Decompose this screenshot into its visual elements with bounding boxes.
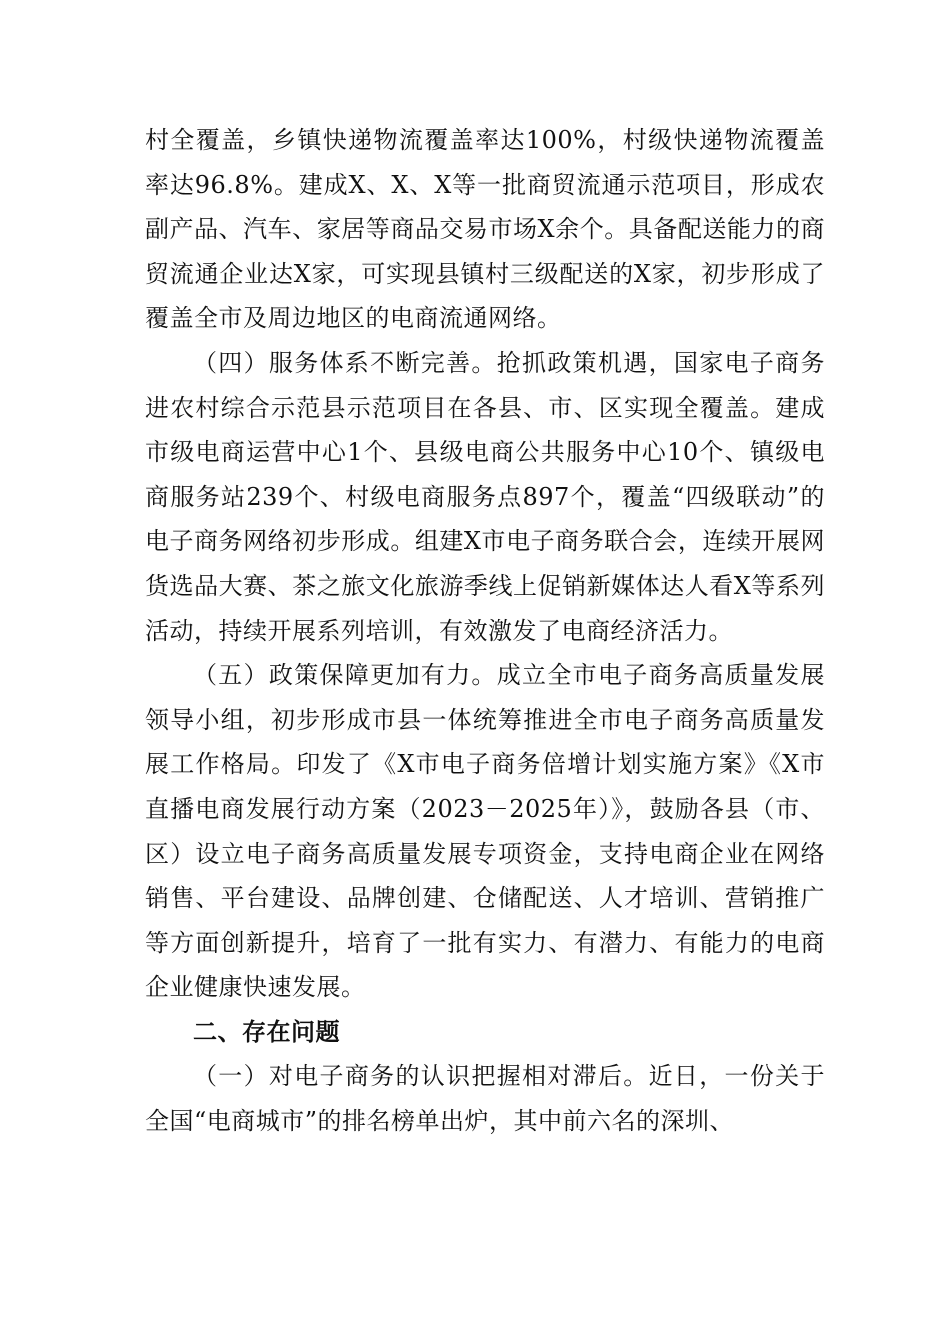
document-body (145, 118, 825, 1144)
paragraph-service-system: （四）服务体系不断完善。抢抓政策机遇，国家电子商务进农村综合示范县示范项目在各县、市、区实现全覆盖。建成市级电商运营中心1个、县级电商公共服务中心10个、镇级电商服务站239个、村级电商服务点897个，覆盖“四级联动”的电子商务网络初步形成。组建X市电子商务联合会，连续开展网货选品大赛、茶之旅文化旅游季线上促销新媒体达人看X等系列活动，持续开展系列培训，有效激发了电商经济活力。 (145, 348, 825, 645)
paragraph-policy-support: （五）政策保障更加有力。成立全市电子商务高质量发展领导小组，初步形成市县一体统筹推进全市电子商务高质量发展工作格局。印发了《X市电子商务倍增计划实施方案》《X市直播电商发展行动方案（2023－2025年）》，鼓励各县（市、区）设立电子商务高质量发展专项资金，支持电商企业在网络销售、平台建设、品牌创建、仓储配送、人才培训、营销推广等方面创新提升，培育了一批有实力、有潜力、有能力的电商企业健康快速发展。 (145, 661, 825, 1002)
paragraph-continuation: 村全覆盖，乡镇快递物流覆盖率达100%，村级快递物流覆盖率达96.8%。建成X、X、X等一批商贸流通示范项目，形成农副产品、汽车、家居等商品交易市场X余个。具备配送能力的商贸流通企业达X家，可实现县镇村三级配送的X家，初步形成了覆盖全市及周边地区的电商流通网络。 (145, 126, 825, 333)
section-heading-problems: 二、存在问题 (193, 1017, 340, 1046)
paragraph-understanding-lag: （一）对电子商务的认识把握相对滞后。近日，一份关于全国“电商城市”的排名榜单出炉，其中前六名的深圳、 (145, 1062, 825, 1136)
